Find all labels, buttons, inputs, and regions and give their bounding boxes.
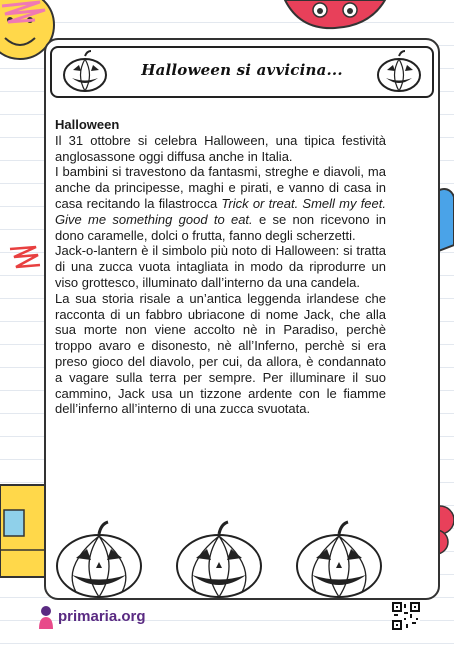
brand-name: primaria.org	[58, 608, 146, 625]
paragraph-legend: La sua storia risale a un’antica leggenda irlandese che racconta di un fabbro ubriacone di nome Jack, che alla sua morte non viene accolto nè in Paradiso, perchè troppo avaro e disonesto, nè all’Inferno, perchè si era preso gioco del diavolo, per cui, da allora, è condannato a vagare sulla terra per sempre. Per illuminare il suo cammino, Jack usa un tizzone ardente con le fiamme dell’inferno all’interno di una zucca svuotata.	[55, 290, 386, 417]
jack-o-lantern-icon	[374, 50, 424, 94]
red-scribble-doodle	[8, 245, 44, 275]
content-card	[44, 38, 440, 600]
jack-o-lantern-icon	[54, 520, 144, 600]
article-heading: Halloween	[55, 117, 120, 132]
trick-or-treat-rhyme: Trick or treat. Smell my feet. Give me something good to eat.	[55, 195, 386, 227]
jack-o-lantern-icon	[174, 520, 264, 600]
pink-scribble-doodle	[0, 0, 60, 40]
jack-o-lantern-icon	[60, 50, 110, 94]
title-banner	[50, 46, 434, 98]
yellow-house-doodle	[0, 470, 48, 580]
qr-code-icon	[392, 602, 420, 630]
red-creature-doodle	[280, 0, 390, 36]
paragraph-intro: Il 31 ottobre si celebra Halloween, una tipica festività anglosassone oggi diffusa anche in Italia.	[55, 132, 386, 164]
paragraph-jack-o-lantern: Jack-o-lantern è il simbolo più noto di Halloween: si tratta di una zucca vuota intagliata in modo da riprodurre un viso grottesco, illuminato dall’interno da una candela.	[55, 243, 386, 290]
paragraph-costumes-end: e se non ricevono in dono caramelle, dolci o frutta, fanno degli scherzetti.	[55, 211, 386, 243]
jack-o-lantern-icon	[294, 520, 384, 600]
paragraph-costumes	[55, 164, 386, 243]
article-body	[55, 117, 386, 417]
pumpkin-illustrations	[54, 520, 384, 600]
paragraph-costumes-start: I bambini si travestono da fantasmi, streghe e diavoli, ma anche da principesse, maghi e pirati, e vanno di casa in casa recitando la filastrocca	[55, 164, 386, 211]
page-title: Halloween si avvicina...	[141, 61, 343, 79]
child-figure-icon	[36, 605, 56, 629]
